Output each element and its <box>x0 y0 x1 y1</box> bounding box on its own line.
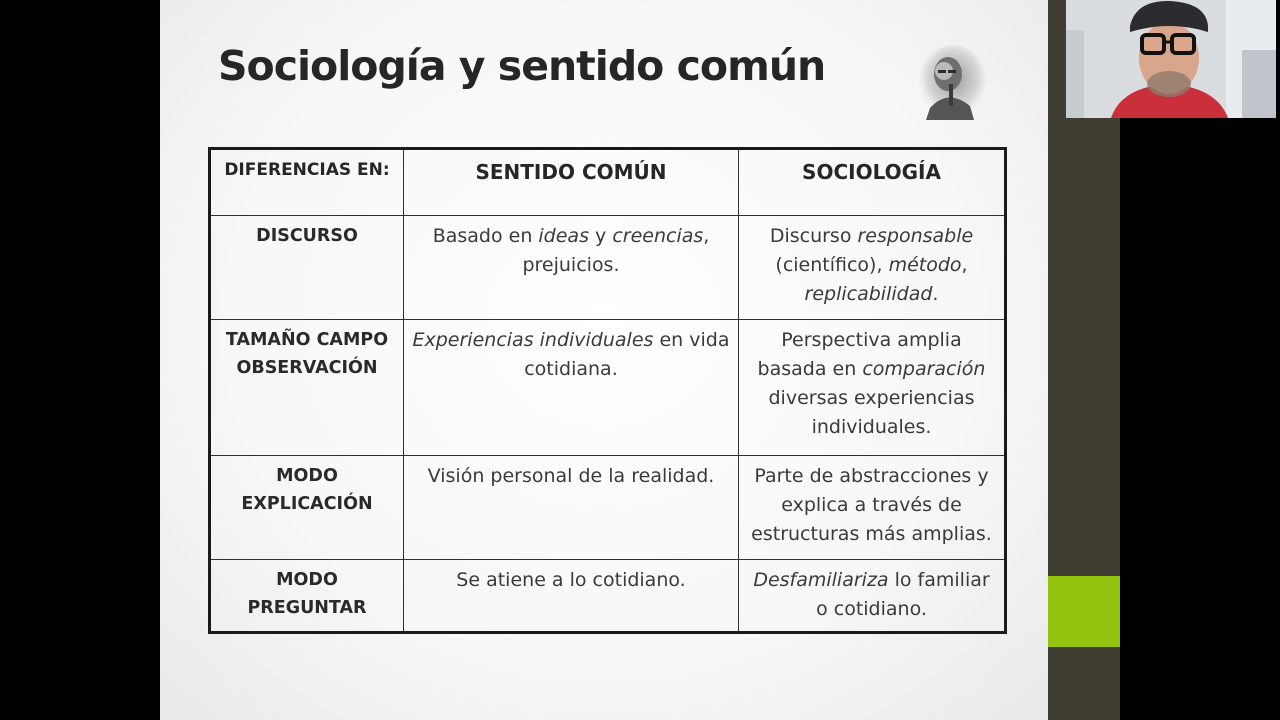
slide-title: Sociología y sentido común <box>218 42 826 90</box>
table-row <box>210 216 1006 320</box>
row-label-modo-explicacion: MODO EXPLICACIÓN <box>210 456 404 560</box>
table-header-row <box>210 149 1006 216</box>
presenter-video-icon <box>1066 0 1276 118</box>
cell-sociologia-discurso: Discurso responsable (científico), método, replicabilidad. <box>739 216 1006 320</box>
cell-sociologia-modo-explicacion: Parte de abstracciones y explica a través de estructuras más amplias. <box>739 456 1006 560</box>
sociologist-portrait-image <box>918 44 988 120</box>
cell-sentido-discurso: Basado en ideas y creencias, prejuicios. <box>404 216 739 320</box>
table-row <box>210 456 1006 560</box>
row-label-modo-preguntar: MODO PREGUNTAR <box>210 560 404 633</box>
cell-sentido-modo-explicacion: Visión personal de la realidad. <box>404 456 739 560</box>
webcam-video-feed[interactable] <box>1066 0 1276 118</box>
right-black-area <box>1120 118 1280 720</box>
header-sociologia: SOCIOLOGÍA <box>739 149 1006 216</box>
presentation-slide <box>160 0 1048 720</box>
comparison-table <box>208 147 1007 634</box>
header-diferencias: DIFERENCIAS EN: <box>210 149 404 216</box>
row-label-tamano-campo: TAMAÑO CAMPO OBSERVACIÓN <box>210 320 404 456</box>
table-row <box>210 320 1006 456</box>
row-label-discurso: DISCURSO <box>210 216 404 320</box>
cell-sociologia-modo-preguntar: Desfamiliariza lo familiar o cotidiano. <box>739 560 1006 633</box>
slide-accent-green-block <box>1048 576 1120 647</box>
cell-sociologia-tamano-campo: Perspectiva amplia basada en comparación diversas experiencias individuales. <box>739 320 1006 456</box>
left-black-bar <box>0 0 160 720</box>
cell-sentido-modo-preguntar: Se atiene a lo cotidiano. <box>404 560 739 633</box>
table-row <box>210 560 1006 633</box>
cell-sentido-tamano-campo: Experiencias individuales en vida cotidiana. <box>404 320 739 456</box>
header-sentido-comun: SENTIDO COMÚN <box>404 149 739 216</box>
